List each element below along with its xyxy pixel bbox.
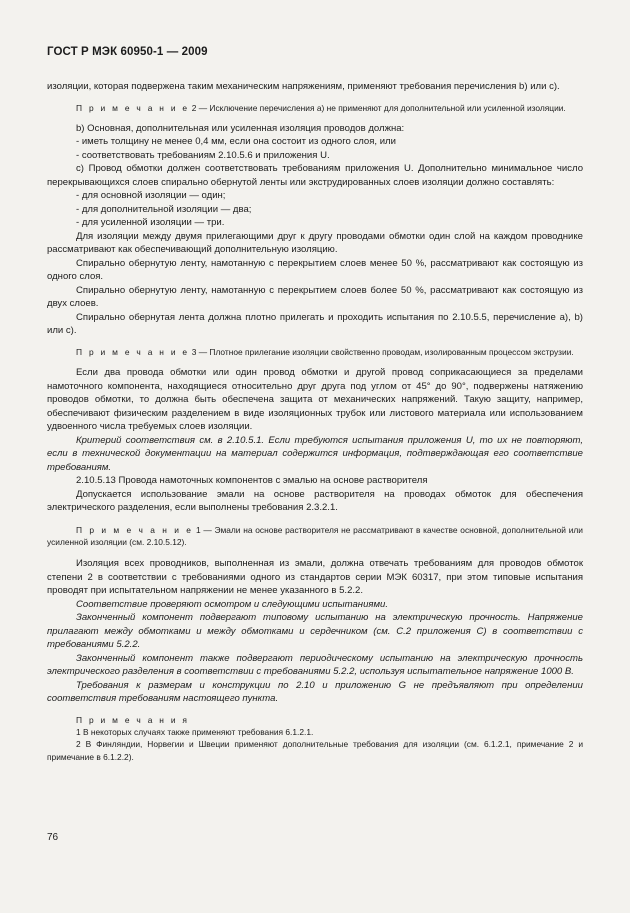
section-heading-2-10-5-13: 2.10.5.13 Провода намоточных компонентов с эмалью на основе растворителя bbox=[76, 475, 428, 487]
note-2 bbox=[47, 102, 583, 114]
paragraph-overlap-under-50: Спирально обернутую ленту, намотанную с перекрытием слоев менее 50 %, рассматривают как состоящую из одного слоя. bbox=[47, 257, 583, 283]
paragraph-compliance-criterion: Критерий соответствия см. в 2.10.5.1. Если требуются испытания приложения U, то их не повторяют, если в технической документации на материал содержится информация, подтверждающая его соответствие требованиям. bbox=[47, 434, 583, 473]
note-label: П р и м е ч а н и е bbox=[76, 346, 190, 357]
notes-item-2: 2 В Финляндии, Норвегии и Швеции применяют дополнительные требования для изоляции (см. 6.1.2.1, примечание 2 и примечание в 6.1.2.2). bbox=[47, 739, 583, 762]
item-c-dash-1: - для основной изоляции — один; bbox=[76, 190, 226, 202]
item-b-dash-1: - иметь толщину не менее 0,4 мм, если она состоит из одного слоя, или bbox=[76, 136, 396, 148]
note-3 bbox=[47, 346, 583, 358]
item-c-dash-2: - для дополнительной изоляции — два; bbox=[76, 203, 252, 215]
note-text: 3 — Плотное прилегание изоляции свойственно проводам, изолированным процессом экструзии. bbox=[189, 346, 574, 357]
paragraph-tight-fit: Спирально обернутая лента должна плотно прилегать и проходить испытания по 2.10.5.5, перечисление a), b) или c). bbox=[47, 311, 583, 337]
item-c: c) Провод обмотки должен соответствовать требованиям приложения U. Дополнительно минимальное число перекрывающихся слоев спирально обернутой ленты или экструдированных слоев изоляции должно составлять: bbox=[47, 163, 583, 188]
notes-heading: П р и м е ч а н и я bbox=[76, 714, 190, 725]
item-b-dash-2: - соответствовать требованиям 2.10.5.6 и приложения U. bbox=[76, 149, 330, 161]
paragraph-continuation: изоляции, которая подвержена таким механическим напряжениям, применяют требования перечисления b) или c). bbox=[47, 81, 560, 92]
paragraph-two-wires: Если два провода обмотки или один провод обмотки и другой провод соприкасающиеся за пределами намоточного компонента, находящиеся относительно друг друга под углом от 45° до 90°, подвержены натяжению проводов обмотки, то должна быть обеспечена защита от механических напряжений. Такую защиту, например, обеспечивают физическим разделением в виде изоляционных трубок или листового материала или использованием удвоенного числа требуемых слоев изоляции. bbox=[47, 367, 583, 433]
paragraph-compliance-check: Соответствие проверяют осмотром и следующими испытаниями. bbox=[76, 598, 388, 610]
standard-header: ГОСТ Р МЭК 60950-1 — 2009 bbox=[47, 46, 208, 58]
note-1 bbox=[47, 524, 583, 549]
page-number: 76 bbox=[47, 832, 59, 843]
notes-item-1: 1 В некоторых случаях также применяют требования 6.1.2.1. bbox=[76, 726, 314, 737]
paragraph-solvent-enamel: Допускается использование эмали на основе растворителя на проводах обмоток для обеспечения электрического разделения, если выполнены требования 2.3.2.1. bbox=[47, 488, 583, 514]
paragraph-overlap-over-50: Спирально обернутую ленту, намотанную с перекрытием слоев более 50 %, рассматривают как состоящую из двух слоев. bbox=[47, 284, 583, 310]
paragraph-dimensions: Требования к размерам и конструкции по 2.10 и приложению G не предъявляют при определении соответствия требованиям настоящего пункта. bbox=[47, 679, 583, 705]
paragraph-type-test: Законченный компонент подвергают типовому испытанию на электрическую прочность. Напряжение прилагают между обмотками и между обмотками и сердечником (см. C.2 приложения C) в соответствии с требованиями 5.2.2. bbox=[47, 612, 583, 651]
document-body bbox=[47, 80, 583, 763]
paragraph-adjacent-wires: Для изоляции между двумя прилегающими друг к другу проводами обмотки один слой на каждом проводнике рассматривают как обеспечивающий дополнительную изоляцию. bbox=[47, 230, 583, 256]
note-text: 1 — Эмали на основе растворителя не рассматривают в качестве основной, дополнительной или усиленной изоляции (см. 2.10.5.12). bbox=[47, 524, 583, 547]
paragraph-enamel-insulation: Изоляция всех проводников, выполненная из эмали, должна отвечать требованиям для проводов обмоток степени 2 в соответствии с требованиями одного из стандартов серии МЭК 60317, при этом типовые испытания проводят при испытательном напряжении не менее указанного в 5.2.2. bbox=[47, 558, 583, 597]
item-b: b) Основная, дополнительная или усиленная изоляция проводов должна: bbox=[76, 122, 405, 134]
note-label: П р и м е ч а н и е bbox=[76, 102, 190, 113]
note-text: 2 — Исключение перечисления а) не применяют для дополнительной или усиленной изоляции. bbox=[189, 102, 566, 113]
note-label: П р и м е ч а н и е bbox=[76, 524, 194, 535]
item-c-dash-3: - для усиленной изоляции — три. bbox=[76, 217, 225, 229]
paragraph-periodic-test: Законченный компонент также подвергают периодическому испытанию на электрическую прочность электрического разделения в соответствии с требованиями 5.2.2, используя испытательное напряжение 1000 В. bbox=[47, 652, 583, 678]
